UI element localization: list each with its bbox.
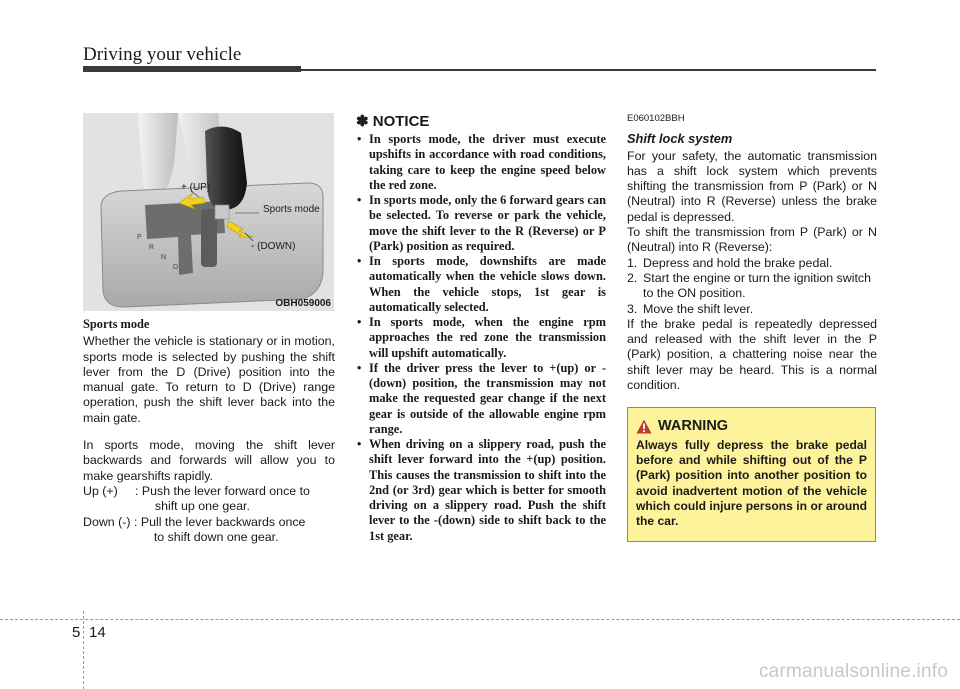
- def-down-term: Down (-) :: [83, 514, 141, 529]
- shift-lever-shaft: [215, 205, 229, 219]
- shift-lock-paragraph-2: To shift the transmission from P (Park) or N (Neutral) into R (Reverse):: [627, 225, 877, 255]
- def-up-desc-1: Push the lever forward once to: [141, 483, 310, 498]
- notice-item: • In sports mode, downshifts are made automatically when the vehicle slows down. When the vehicle stops, 1st gear is automatically selected.: [356, 254, 606, 315]
- warning-triangle-icon: [636, 419, 652, 434]
- footer-rule: [0, 619, 960, 620]
- shift-lever-illustration: [83, 113, 334, 311]
- header-rule-thin: [301, 69, 876, 71]
- def-up-term: Up (+) :: [83, 483, 142, 498]
- notice-item: • If the driver press the lever to +(up) or -(down) position, the transmission may not make the requested gear change if the next gear is outside of the allowable engine rpm range.: [356, 361, 606, 437]
- label-up: + (UP): [181, 182, 211, 193]
- footer-vertical-rule: [83, 611, 84, 689]
- gate-letter-d: D: [173, 264, 179, 271]
- step-2: 2. Start the engine or turn the ignition switch to the ON position.: [627, 270, 871, 301]
- manual-gate-slot: [201, 209, 217, 267]
- shift-lever-knob: [205, 126, 247, 209]
- def-down: [83, 515, 335, 546]
- def-up-desc-2: shift up one gear.: [154, 499, 250, 514]
- figure-code: OBH059006: [275, 298, 331, 309]
- warning-text: Always fully depress the brake pedal before and while shifting out of the P (Park) position into another position to avoid inadvertent motion of the vehicle which could injure persons in or around the car.: [636, 438, 867, 529]
- gate-letter-n: N: [161, 254, 167, 261]
- notice-item: • In sports mode, the driver must execute upshifts in accordance with road conditions, taking care to keep the engine speed below the red zone.: [356, 132, 606, 193]
- gate-letter-p: P: [137, 234, 142, 241]
- notice-item: • In sports mode, when the engine rpm approaches the red zone the transmission will upshift automatically.: [356, 315, 606, 361]
- step-1: 1. Depress and hold the brake pedal.: [627, 255, 833, 270]
- shift-lock-paragraph-3: If the brake pedal is repeatedly depressed and released with the shift lever in the P (Park) position, a chattering noise near the shift lever may be heard. This is a normal condition.: [627, 316, 877, 393]
- page-number: 14: [89, 624, 106, 641]
- def-down-desc-1: Pull the lever backwards once: [140, 514, 306, 529]
- warning-title: WARNING: [636, 418, 867, 434]
- page-header-title: Driving your vehicle: [83, 44, 242, 65]
- notice-list: [356, 132, 606, 544]
- step-3: 3. Move the shift lever.: [627, 301, 754, 316]
- left-column: [83, 317, 335, 545]
- shift-lock-heading: Shift lock system: [627, 131, 733, 147]
- notice-item: • In sports mode, only the 6 forward gears can be selected. To reverse or park the vehicle, move the shift lever to the R (Reverse) or P (Park) position as required.: [356, 193, 606, 254]
- watermark: carmanualsonline.info: [758, 661, 948, 682]
- label-down: - (DOWN): [251, 241, 296, 252]
- sports-mode-paragraph-2: In sports mode, moving the shift lever backwards and forwards will allow you to make gearshifts rapidly.: [83, 438, 335, 483]
- right-column: [627, 111, 877, 393]
- notice-section: [356, 112, 606, 544]
- def-up: [83, 484, 335, 515]
- notice-item: • When driving on a slippery road, push the shift lever forward into the +(up) position. This causes the transmission to shift into the 2nd (or 3rd) gear which is better for smooth driving on a slippery road. Push the shift lever to the -(down) side to shift back to the 1st gear.: [356, 437, 606, 544]
- def-down-desc-2: to shift down one gear.: [153, 529, 279, 544]
- figure-caption: Sports mode: [83, 317, 150, 331]
- sports-mode-paragraph-1: Whether the vehicle is stationary or in motion, sports mode is selected by pushing the shift lever from the D (Drive) position into the manual gate. To return to D (Drive) range operation, push the shift lever back into the main gate.: [83, 334, 335, 425]
- shift-lock-paragraph-1: For your safety, the automatic transmission has a shift lock system which prevents shifting the transmission from P (Park) or N (Neutral) into R (Reverse) unless the brake pedal is depressed.: [627, 148, 877, 224]
- notice-heading: ✽ NOTICE: [356, 113, 430, 130]
- header-rule-thick: [83, 66, 301, 72]
- gate-letter-r: R: [149, 244, 155, 251]
- chapter-number: 5: [72, 624, 81, 641]
- warning-box: [627, 407, 876, 542]
- label-sports-mode: Sports mode: [263, 204, 320, 215]
- reference-code: E060102BBH: [627, 113, 685, 124]
